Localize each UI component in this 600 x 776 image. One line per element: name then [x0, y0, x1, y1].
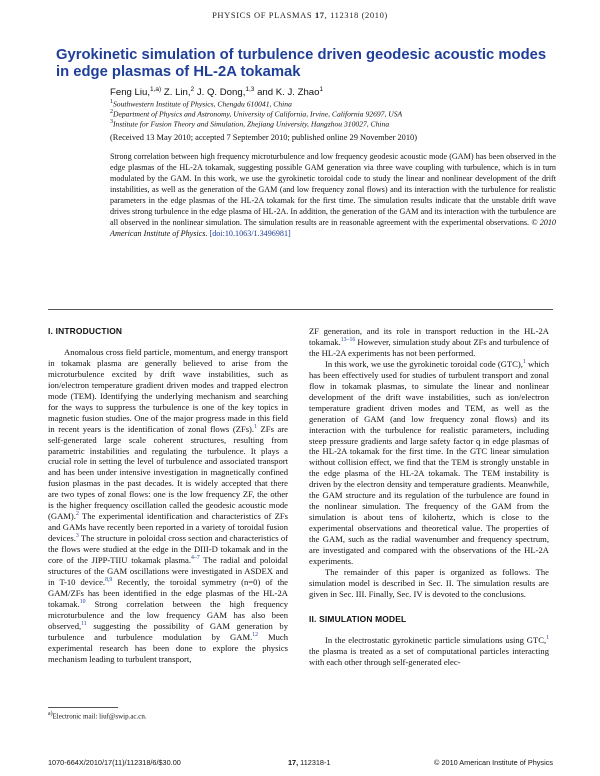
author-name: and K. J. Zhao	[254, 87, 320, 99]
footer-copyright: © 2010 American Institute of Physics	[434, 758, 553, 767]
citation-ref[interactable]: 3	[75, 533, 79, 540]
received-dates: (Received 13 May 2010; accepted 7 September 2010; published online 29 November 2010)	[110, 133, 418, 142]
author-affiliation-mark: 2	[190, 86, 195, 93]
left-column	[48, 326, 288, 665]
author-name: J. Q. Dong,	[194, 87, 246, 99]
model-paragraph-1: In the electrostatic gyrokinetic particle simulations using GTC,$^1$ the plasma is treated as a set of computational particles interacting with each other through self-generated elec-	[309, 634, 549, 667]
footnote-divider	[48, 707, 118, 708]
doi-link[interactable]: [doi:10.1063/1.3496981]	[209, 228, 291, 238]
journal-volume: 17	[314, 10, 325, 20]
footnote: $^{a)}$Electronic mail: liuf@swip.ac.cn.	[48, 711, 147, 721]
citation-ref[interactable]: 1	[522, 359, 526, 365]
citation-ref[interactable]: 1	[254, 423, 257, 430]
intro-paragraph-2: In this work, we use the gyrokinetic toroidal code (GTC),$^1$ which has been effectively used for studies of turbulent transport and zonal flow in tokamak plasmas, to simulate the linear and nonlinear development of the drift wave instabilities, such as ion/electron temperature gradient driven modes and TEM, as well as the generation of GAM (and low frequency zonal flows) and its interaction with the turbulence for realistic parameters, including steep pressure gradients and large safety factor q in edge plasmas of the HL-2A tokamak for the first time. In the GTC linear simulation without collision effect, we find that the TEM is strongly unstable in the edge plasma of the HL-2A tokamak. The TEM instability is driven by the electron density and temperature gradients. Meanwhile, the GAM structure and its regulation of the turbulence are found in the nonlinear simulation. The frequency of the GAM from the simulation is about tens of kilohertz, which is close to the experimental observations and theoretical value. The properties of the GAM, such as the radial wavenumber and frequency spectrum, are investigated and compared with the observations of the HL-2A experiments.	[309, 358, 549, 567]
author-affiliation-mark: 1,a)	[150, 86, 162, 93]
author-name: Z. Lin,	[161, 87, 191, 99]
section-heading-introduction: I. INTRODUCTION	[48, 326, 123, 336]
running-head: PHYSICS OF PLASMAS 17, 112318 (2010)	[212, 10, 388, 20]
abstract-copyright: © 2010 American Institute of Physics.	[110, 217, 556, 238]
affiliation-2: $^2$Department of Physics and Astronomy, University of California, Irvine, California 92697, USA	[110, 109, 403, 119]
article-title: Gyrokinetic simulation of turbulence driven geodesic acoustic modes in edge plasmas of HL-2A tokamak	[56, 47, 547, 80]
abstract	[110, 152, 556, 240]
citation-ref[interactable]: 1	[546, 634, 549, 641]
intro-paragraph-1-continued: ZF generation, and its role in transport reduction in the HL-2A tokamak.$^{13-16}$ However, simulation study about ZFs and turbulence of the HL-2A experiments has not been performed.	[309, 326, 549, 358]
affiliation-3: $^3$Institute for Fusion Theory and Simulation, Zhejiang University, Hangzhou 310027, China	[110, 119, 390, 129]
abstract-text: Strong correlation between high frequency microturbulence and low frequency geodesic acoustic mode (GAM) has been observed in the edge plasmas of the HL-2A tokamak, suggesting possible GAM generation via three wave coupling with turbulence, which is in turn modulated by the GAM. In this work, we use the gyrokinetic toroidal code to study the linear and nonlinear development of the drift instabilities, as well as the generation of the GAM (and low frequency zonal flows) and its interaction with the turbulence for realistic parameters in the edge plasmas of the HL-2A tokamak for the first time. The simulation results indicate that the unstable drift wave drives strong turbulence in the edge plasma of HL-2A. In addition, the generation of the GAM and its interaction with the turbulence are all observed in the nonlinear simulation. The simulation results are in reasonable agreement with the experimental observations.	[110, 152, 556, 227]
right-column	[309, 326, 549, 668]
citation-ref[interactable]: 13–16	[340, 337, 356, 344]
journal-name: PHYSICS OF PLASMAS	[212, 10, 313, 20]
citation-ref[interactable]: 2	[75, 511, 79, 518]
author-affiliation-mark: 1,3	[245, 86, 255, 93]
footnote-email: Electronic mail: liuf@swip.ac.cn.	[52, 712, 147, 721]
article-number: 112318 (2010)	[330, 10, 388, 20]
citation-ref[interactable]: 4–7	[191, 555, 200, 562]
footer-issn: 1070-664X/2010/17(11)/112318/6/$30.00	[48, 758, 181, 767]
citation-ref[interactable]: 12	[252, 631, 259, 638]
author-affiliation-mark: 1	[319, 86, 324, 93]
intro-paragraph-1: Anomalous cross field particle, momentum, and energy transport in tokamak plasma are generally believed to arise from the microturbulence excited by drift wave instabilities, such as ion/electron temperature gradient driven modes and trapped electron mode (TEM). Identifying the underlying mechanism and searching for the ways to suppress the turbulence is one of the key topics in magnetic fusion studies. One of the major progress made in this field in recent years is the identification of zonal flows (ZFs).$^1$ ZFs are self-generated large scale coherent structures, resulting from parametric instabilities and regulating the turbulence. It plays a crucial role in setting the level of turbulence and associated transport and has been under intensive investigation in magnetically confined fusion plasmas in the past decades. It is widely accepted that there are two types of zonal flows: one is the low frequency ZF, the other is the higher frequency oscillation called the geodesic acoustic mode (GAM).$^2$ The experimental identification and characteristics of ZFs and GAMs have recently been reported in a variety of toroidal fusion devices.$^3$ The structure in poloidal cross section and characteristics of the flows were studied at the edge in the DIII-D tokamak and in the core of the JIPP-TIIU tokamak plasma.$^{4-7}$ The radial and poloidal structures of the GAM oscillations were investigated in ASDEX and in T-10 device.$^{8,9}$ Recently, the toroidal symmetry (n=0) of the GAM/ZFs has been identified in the edge plasmas of the HL-2A tokamak.$^{10}$ Strong correlation between the high frequency microturbulence and the low frequency GAM has also been observed,$^{11}$ suggesting the possibility of GAM generation by turbulence and turbulence modulation by GAM.$^{12}$ Much experimental research has been done to explore the physics mechanism leading to turbulent transport,	[48, 346, 289, 664]
section-heading-simulation-model: II. SIMULATION MODEL	[309, 613, 407, 624]
citation-ref[interactable]: 11	[81, 620, 87, 627]
affiliation-1: $^1$Southwestern Institute of Physics, Chengdu 610041, China	[110, 99, 292, 109]
intro-paragraph-3: The remainder of this paper is organized as follows. The simulation model is described in Sec. II. The simulation results are given in Sec. III. Finally, Sec. IV is devoted to the conclusions.	[309, 566, 549, 599]
citation-ref[interactable]: 8,9	[105, 577, 113, 584]
footer-page-number: 17, 112318-1	[288, 758, 331, 767]
citation-ref[interactable]: 10	[79, 599, 86, 606]
header-divider	[48, 309, 553, 310]
author-name: Feng Liu,	[110, 87, 151, 99]
